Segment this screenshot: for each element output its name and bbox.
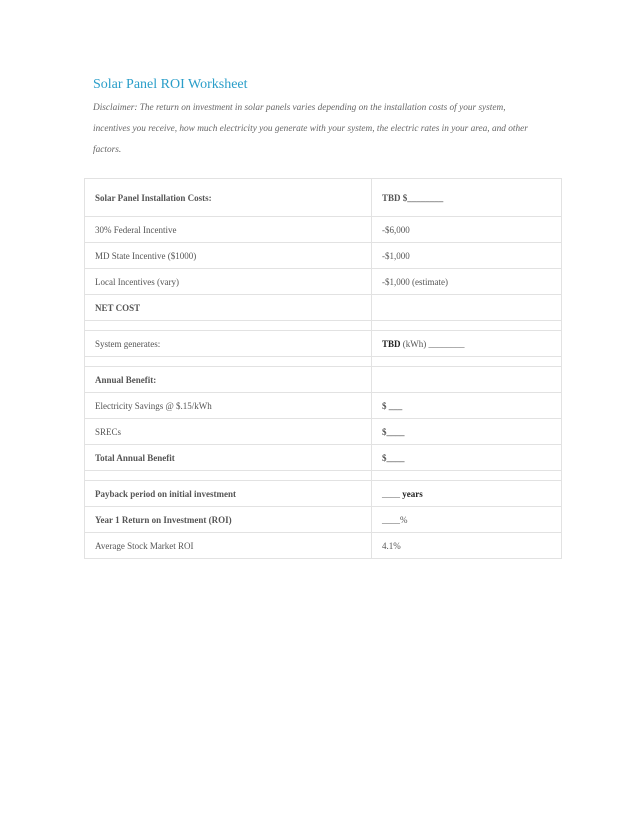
state-incentive-value: -$1,000 <box>372 243 562 269</box>
table-spacer-row <box>85 357 562 367</box>
table-row-stock-market-roi <box>85 533 562 559</box>
table-row-local-incentive <box>85 269 562 295</box>
system-generates-tbd: TBD <box>382 338 401 349</box>
federal-incentive-label: 30% Federal Incentive <box>85 217 372 243</box>
payback-period-blank: ____ <box>382 488 400 499</box>
roi-year1-label: Year 1 Return on Investment (ROI) <box>85 507 372 533</box>
disclaimer-text: Disclaimer: The return on investment in solar panels varies depending on the installation costs of your system, incentives you receive, how much electricity you generate with your system, the electric rates in your area, and other factors. <box>93 103 528 155</box>
installation-costs-value: TBD $________ <box>372 179 562 217</box>
srecs-label: SRECs <box>85 419 372 445</box>
roi-year1-value: ____% <box>372 507 562 533</box>
table-row-installation-costs <box>85 179 562 217</box>
annual-benefit-value <box>372 367 562 393</box>
table-row-state-incentive <box>85 243 562 269</box>
system-generates-value <box>372 331 562 357</box>
srecs-value: $____ <box>372 419 562 445</box>
table-row-system-generates <box>85 331 562 357</box>
roi-worksheet-table <box>84 178 562 559</box>
stock-market-roi-label: Average Stock Market ROI <box>85 533 372 559</box>
federal-incentive-value: -$6,000 <box>372 217 562 243</box>
local-incentive-label: Local Incentives (vary) <box>85 269 372 295</box>
electricity-savings-label: Electricity Savings @ $.15/kWh <box>85 393 372 419</box>
installation-costs-label: Solar Panel Installation Costs: <box>85 179 372 217</box>
table-row-net-cost <box>85 295 562 321</box>
payback-period-label: Payback period on initial investment <box>85 481 372 507</box>
payback-period-value <box>372 481 562 507</box>
page-title: Solar Panel ROI Worksheet <box>93 77 248 92</box>
table-spacer-row <box>85 321 562 331</box>
total-annual-benefit-label: Total Annual Benefit <box>85 445 372 471</box>
total-annual-benefit-value: $____ <box>372 445 562 471</box>
table-row-electricity-savings <box>85 393 562 419</box>
stock-market-roi-value: 4.1% <box>372 533 562 559</box>
system-generates-label: System generates: <box>85 331 372 357</box>
state-incentive-label: MD State Incentive ($1000) <box>85 243 372 269</box>
table-row-federal-incentive <box>85 217 562 243</box>
table-row-srecs <box>85 419 562 445</box>
table-row-total-annual-benefit <box>85 445 562 471</box>
net-cost-label: NET COST <box>85 295 372 321</box>
annual-benefit-label: Annual Benefit: <box>85 367 372 393</box>
table-row-annual-benefit <box>85 367 562 393</box>
system-generates-unit: (kWh) ________ <box>400 338 465 349</box>
table-row-payback-period <box>85 481 562 507</box>
net-cost-value <box>372 295 562 321</box>
table-spacer-row <box>85 471 562 481</box>
local-incentive-value: -$1,000 (estimate) <box>372 269 562 295</box>
electricity-savings-value: $ ___ <box>372 393 562 419</box>
table-row-roi-year1 <box>85 507 562 533</box>
payback-period-unit: years <box>400 488 423 499</box>
